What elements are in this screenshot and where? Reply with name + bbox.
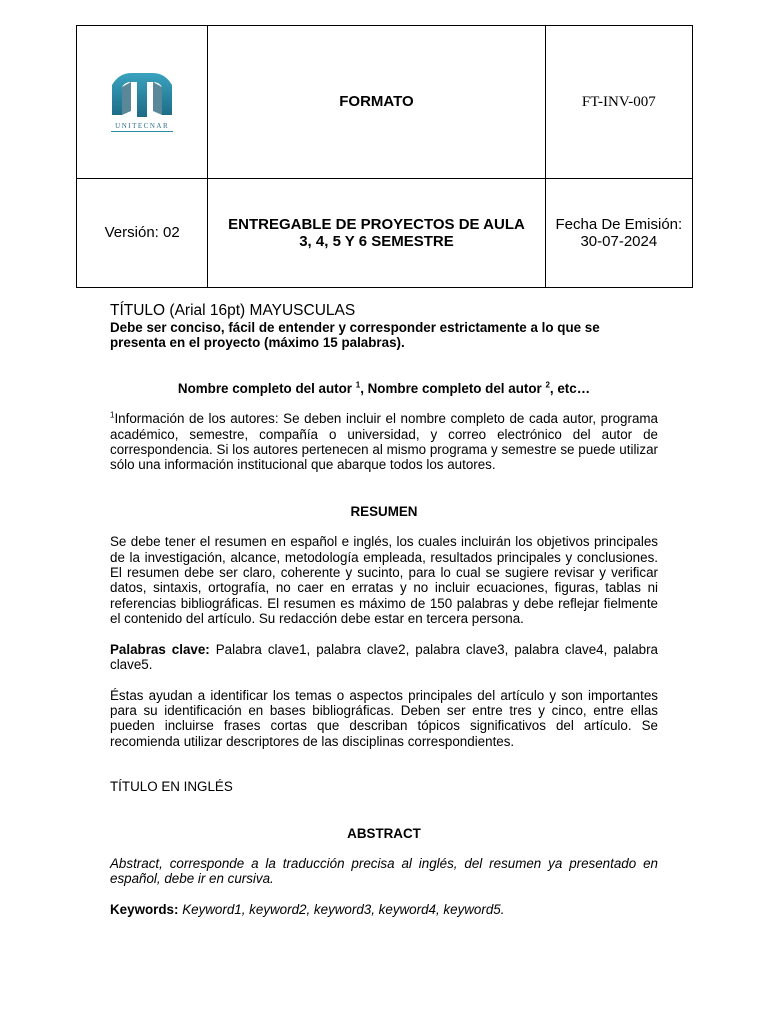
keywords-label: Keywords: xyxy=(110,901,179,917)
entregable-cell xyxy=(208,178,545,287)
fecha-cell xyxy=(545,178,692,287)
version-label: Versión: 02 xyxy=(104,223,180,241)
author-line xyxy=(110,381,658,396)
version-cell xyxy=(77,178,208,287)
entregable-title xyxy=(214,216,538,250)
logo xyxy=(83,71,201,133)
fecha-label: Fecha De Emisión: xyxy=(555,215,683,233)
abstract-heading: ABSTRACT xyxy=(347,825,421,841)
author-info-superscript: 1 xyxy=(110,410,115,420)
entregable-line-1: ENTREGABLE DE PROYECTOS DE AULA xyxy=(228,215,525,233)
fecha-value: 30-07-2024 xyxy=(580,232,658,250)
formato-title: FORMATO xyxy=(339,92,414,110)
document-header-table xyxy=(76,25,693,288)
logo-text: UNITECNAR xyxy=(115,121,170,130)
document-body xyxy=(110,302,658,917)
keywords-text: Keyword1, keyword2, keyword3, keyword4, keyword5. xyxy=(178,901,505,917)
palabras-clave-text: Palabra clave1, palabra clave2, palabra clave3, palabra clave4, palabra clave5. xyxy=(110,641,658,673)
logo-cell xyxy=(77,26,208,179)
formato-cell xyxy=(208,26,545,179)
titulo-heading: TÍTULO (Arial 16pt) MAYUSCULAS xyxy=(110,302,356,319)
logo-underline-icon xyxy=(111,130,173,133)
author-info-text: Información de los autores: Se deben incluir el nombre completo de cada autor, programa académico, semestre, compañía o universidad, y correo electrónico del autor de correspondencia. Si los autores pertenecen al mismo programa y semestre se puede utilizar sólo una información institucional que abarque todos los autores. xyxy=(110,411,658,473)
code-cell xyxy=(545,26,692,179)
keywords-paragraph xyxy=(110,902,658,917)
author-text-2: , Nombre completo del autor xyxy=(360,380,546,396)
document-code: FT-INV-007 xyxy=(581,93,656,110)
resumen-heading: RESUMEN xyxy=(350,503,418,519)
palabras-clave-paragraph xyxy=(110,642,658,673)
abstract-paragraph: Abstract, corresponde a la traducción precisa al inglés, del resumen ya presentado en español, debe ir en cursiva. xyxy=(110,855,658,887)
palabras-clave-label: Palabras clave: xyxy=(110,641,210,657)
fecha-emision xyxy=(552,216,686,250)
unitecnar-logo-icon xyxy=(109,71,175,121)
author-superscript-1: 1 xyxy=(355,380,361,390)
estas-paragraph: Éstas ayudan a identificar los temas o aspectos principales del artículo y son importantes para su identificación en bases bibliográficas. Deben ser entre tres y cinco, entre ellas pueden incluirse frases cortas que describan tópicos significativos del artículo. Se recomienda utilizar descriptores de las disciplinas correspondientes. xyxy=(110,687,658,749)
author-info-paragraph xyxy=(110,411,658,473)
entregable-line-2: 3, 4, 5 Y 6 SEMESTRE xyxy=(299,232,454,250)
titulo-description: Debe ser conciso, fácil de entender y corresponder estrictamente a lo que se presenta en el proyecto (máximo 15 palabras). xyxy=(110,320,600,351)
resumen-paragraph: Se debe tener el resumen en español e inglés, los cuales incluirán los objetivos principales de la investigación, alcance, metodología empleada, resultados principales y conclusiones. El resumen debe ser claro, coherente y sucinto, para lo cual se sugiere revisar y verificar datos, sintaxis, ortografía, no caer en erratas y no incluir ecuaciones, figuras, tablas ni referencias bibliográficas. El resumen es máximo de 150 palabras y debe reflejar fielmente el contenido del artículo. Su redacción debe estar en tercera persona. xyxy=(110,534,658,627)
titulo-ingles-heading: TÍTULO EN INGLÉS xyxy=(110,779,233,795)
author-superscript-2: 2 xyxy=(545,380,550,390)
author-text-1: Nombre completo del autor xyxy=(177,380,356,396)
author-text-3: , etc… xyxy=(549,380,591,396)
